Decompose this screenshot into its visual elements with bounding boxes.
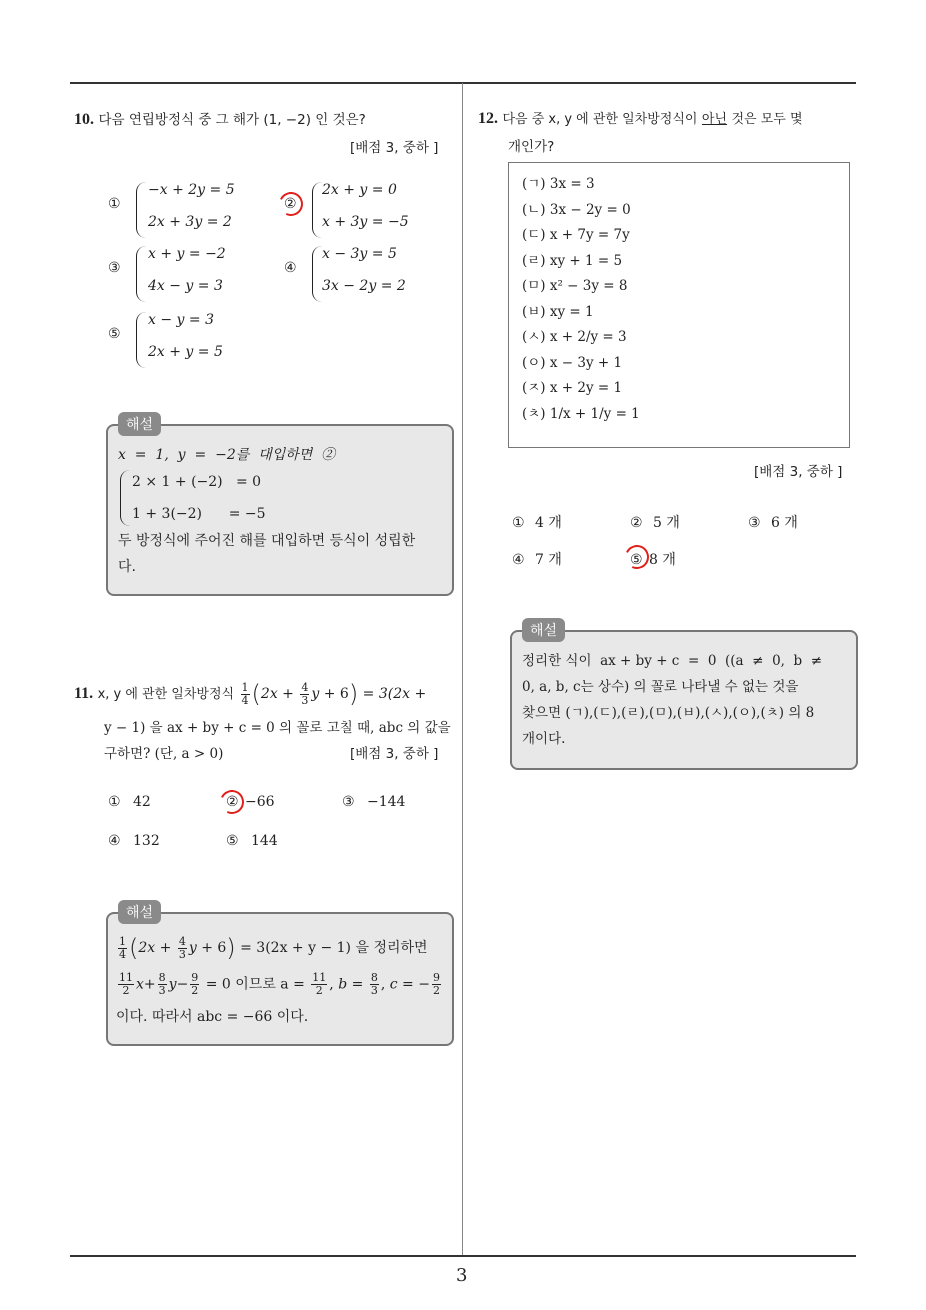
choice-value: 5 개 xyxy=(653,515,680,531)
q11-choice-4[interactable] xyxy=(108,833,160,849)
top-rule xyxy=(70,82,856,84)
q10-choice-1[interactable] xyxy=(108,182,268,238)
choice-eq-1: 2x + y = 0 xyxy=(322,182,397,198)
choice-eq-1: x + y = −2 xyxy=(148,246,226,262)
choice-label: ① xyxy=(108,794,121,810)
q12-points: [배점 3, 중하 ] xyxy=(754,464,843,480)
q12-item: (ㄷ) x + 7y = 7y xyxy=(522,227,630,243)
choice-label: ② xyxy=(226,794,239,810)
q12-choice-2[interactable] xyxy=(630,512,680,532)
q10-number: 10. xyxy=(74,111,94,128)
q12-solution-tag: 해설 xyxy=(522,618,565,642)
q12-choice-4[interactable] xyxy=(512,549,562,569)
q10-solution-eq2: 1 + 3(−2) = −5 xyxy=(132,506,266,522)
choice-value: 7 개 xyxy=(535,552,562,568)
q12-number: 12. xyxy=(478,110,498,127)
q12-text-b: 것은 모두 몇 xyxy=(731,112,803,127)
q12-text-underline: 아닌 xyxy=(701,112,728,127)
q10-text: 다음 연립방정식 중 그 해가 (1, −2) 인 것은? xyxy=(98,112,366,128)
q12-item: (ㄴ) 3x − 2y = 0 xyxy=(522,201,631,218)
q11-choice-1[interactable] xyxy=(108,794,151,810)
q12-item: (ㄹ) xy + 1 = 5 xyxy=(522,252,623,269)
q10-points: [배점 3, 중하 ] xyxy=(350,140,439,156)
choice-eq-2: 4x − y = 3 xyxy=(148,278,223,294)
q10-solution-tag: 해설 xyxy=(118,412,161,436)
q10-solution-eq1: 2 × 1 + (−2) = 0 xyxy=(132,474,262,490)
q12-item: (ㄱ) 3x = 3 xyxy=(522,176,595,192)
q12-solution-line3: 찾으면 (ㄱ),(ㄷ),(ㄹ),(ㅁ),(ㅂ),(ㅅ),(ㅇ),(ㅊ) 의 8 xyxy=(522,705,815,721)
q11-solution-line2: $\frac{11}{2}$ x+ $\frac{8}{3}$ y− $\frac{9}{2}$ = 0 이므로 a = $\frac{11}{2}$ , b = $\frac{8}{3}$ , c = − $\frac{9}{2}$ xyxy=(119,971,440,997)
choice-eq-1: x − y = 3 xyxy=(148,312,214,328)
choice-label: ③ xyxy=(748,515,761,531)
q11-points: [배점 3, 중하 ] xyxy=(350,746,439,762)
q12-text-c: 개인가? xyxy=(508,139,555,155)
answer-mark-q11 xyxy=(217,787,248,818)
column-divider xyxy=(462,83,463,1256)
choice-label: ④ xyxy=(284,260,297,276)
q11-text-a: x, y 에 관한 일차방정식 xyxy=(97,687,235,702)
choice-label: ⑤ xyxy=(108,326,121,342)
q12-item: (ㅊ) 1/x + 1/y = 1 xyxy=(522,405,640,422)
q10-stem xyxy=(74,108,454,129)
q11-solution-line1: $\frac{1}{4}$ (2x + $\frac{4}{3}$ y + 6) = 3(2x + y − 1) 을 정리하면 xyxy=(119,934,428,962)
q11-choice-5[interactable] xyxy=(226,833,278,849)
q10-choice-3[interactable] xyxy=(108,246,268,302)
q12-solution-line1: 정리한 식이 ax + by + c = 0 ((a ≠ 0, b ≠ xyxy=(522,653,823,669)
page-number: 3 xyxy=(456,1265,468,1286)
choice-value: 132 xyxy=(133,833,160,849)
q12-solution-line4: 개이다. xyxy=(522,731,566,747)
q10-solution-line1: x = 1, y = −2를 대입하면 ② xyxy=(118,447,336,463)
q10-choice-4[interactable] xyxy=(284,246,444,302)
choice-eq-1: −x + 2y = 5 xyxy=(148,182,235,198)
choice-eq-1: x − 3y = 5 xyxy=(322,246,397,262)
choice-label: ⑤ xyxy=(226,833,239,849)
choice-eq-2: 3x − 2y = 2 xyxy=(322,278,406,294)
q11-solution-line3: 이다. 따라서 abc = −66 이다. xyxy=(116,1009,309,1025)
q12-solution-line2: 0, a, b, c는 상수) 의 꼴로 나타낼 수 없는 것을 xyxy=(522,679,799,695)
choice-label: ⑤ xyxy=(630,552,643,568)
q12-item: (ㅇ) x − 3y + 1 xyxy=(522,354,623,371)
choice-label: ① xyxy=(512,515,525,531)
choice-value: 144 xyxy=(251,833,278,849)
choice-value: 6 개 xyxy=(771,515,798,531)
q11-number: 11. xyxy=(74,685,94,702)
fraction-4-3: $\frac{4}{3}$ xyxy=(301,680,309,707)
q10-solution-line3: 다. xyxy=(118,559,136,575)
q10-choice-5[interactable] xyxy=(108,312,268,368)
q12-item: (ㅁ) x² − 3y = 8 xyxy=(522,278,628,294)
choice-eq-2: x + 3y = −5 xyxy=(322,214,409,230)
q12-item: (ㅂ) xy = 1 xyxy=(522,303,594,320)
q10-solution-line2: 두 방정식에 주어진 해를 대입하면 등식이 성립한 xyxy=(118,533,416,549)
q10-choice-2[interactable] xyxy=(284,182,444,238)
choice-label: ③ xyxy=(342,794,355,810)
q11-choice-3[interactable] xyxy=(342,794,405,810)
choice-label: ④ xyxy=(108,833,121,849)
choice-label: ① xyxy=(108,196,121,212)
q11-solution-line2b: = 0 이므로 a = xyxy=(205,976,305,993)
fraction-1-4: $\frac{1}{4}$ xyxy=(241,680,249,707)
choice-label: ② xyxy=(284,196,297,212)
q11-text-b: = 3(2x + xyxy=(362,686,427,702)
q12-choice-1[interactable] xyxy=(512,512,562,532)
q11-text-c: y − 1) 을 ax + by + c = 0 의 꼴로 고칠 때, abc 의 값을 xyxy=(104,720,451,736)
q12-choice-3[interactable] xyxy=(748,512,798,532)
choice-value: 42 xyxy=(133,794,151,810)
choice-label: ③ xyxy=(108,260,121,276)
choice-eq-2: 2x + 3y = 2 xyxy=(148,214,232,230)
q12-items xyxy=(522,172,640,427)
choice-eq-2: 2x + y = 5 xyxy=(148,344,223,360)
q11-stem-line1: 11. x, y 에 관한 일차방정식 $\frac{1}{4}$ (2x + $\frac{4}{3}$ y + 6) = 3(2x + xyxy=(74,680,427,708)
choice-label: ④ xyxy=(512,552,525,568)
choice-value: 4 개 xyxy=(535,515,562,531)
q12-item: (ㅈ) x + 2y = 1 xyxy=(522,380,623,396)
choice-value: −66 xyxy=(245,794,275,810)
q10-solution-brace xyxy=(120,470,130,526)
bottom-rule xyxy=(70,1255,856,1257)
q12-item: (ㅅ) x + 2/y = 3 xyxy=(522,329,627,345)
q11-text-d: 구하면? (단, a > 0) xyxy=(104,746,224,762)
choice-value: 8 개 xyxy=(649,552,676,568)
q11-solution-tag: 해설 xyxy=(118,900,161,924)
choice-label: ② xyxy=(630,515,643,531)
q12-stem-line1 xyxy=(478,108,862,128)
q11-solution-line1b: = 3(2x + y − 1) 을 정리하면 xyxy=(240,940,428,956)
q12-text-a: 다음 중 x, y 에 관한 일차방정식이 xyxy=(502,112,698,127)
choice-value: −144 xyxy=(367,794,406,810)
